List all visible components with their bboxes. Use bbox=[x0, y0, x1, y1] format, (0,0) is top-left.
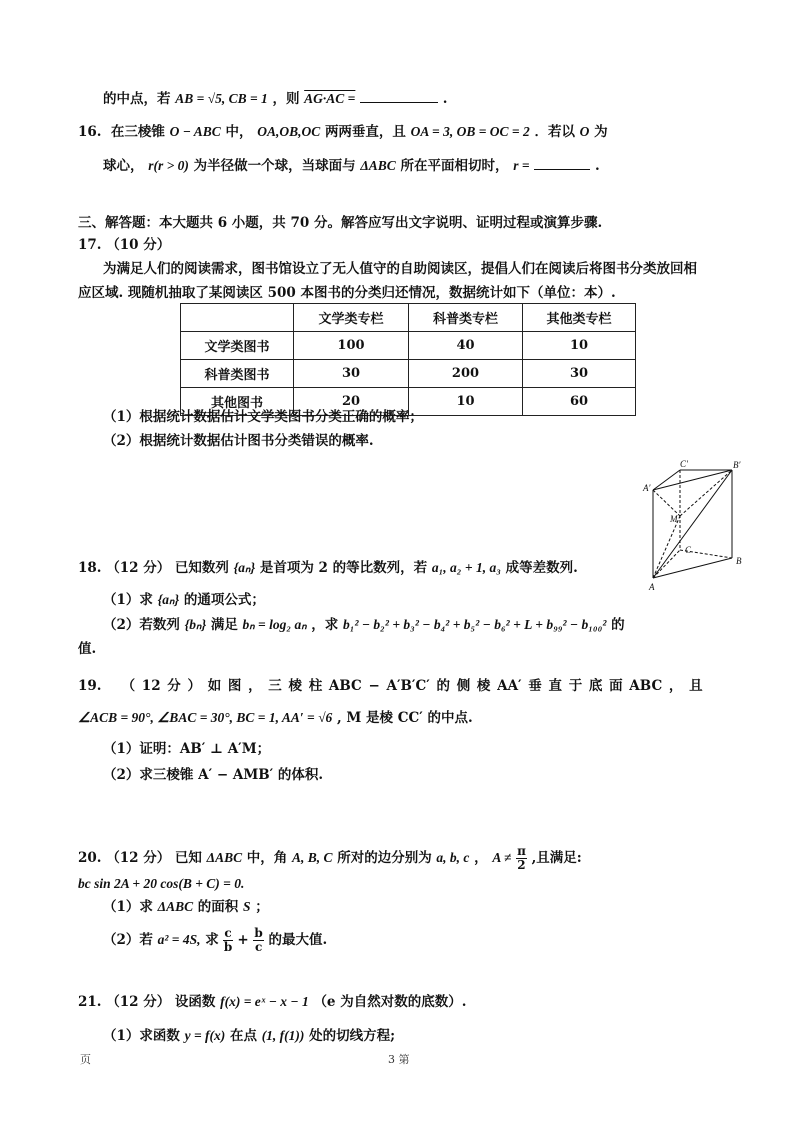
q16-ask: r = bbox=[513, 158, 530, 173]
fraction-denominator: c bbox=[254, 940, 263, 954]
q20-plus: + bbox=[237, 932, 249, 948]
q20-fraction-b-over-c bbox=[253, 927, 263, 954]
fraction-numerator: π bbox=[517, 844, 526, 858]
q16-tetrahedron: O − ABC bbox=[169, 124, 221, 139]
table-header-row bbox=[181, 304, 636, 332]
q21-line1 bbox=[78, 992, 466, 1012]
label-a-prime: A′ bbox=[643, 483, 651, 493]
table-cell: 10 bbox=[409, 388, 523, 416]
table-header-cell bbox=[181, 304, 294, 332]
q16-text: 为半径做一个球，当球面与 bbox=[193, 158, 356, 174]
table-header-cell: 其他类专栏 bbox=[523, 304, 636, 332]
page-number: 3 第 bbox=[388, 1053, 410, 1066]
q19-conditions: ∠ACB = 90°, ∠BAC = 30°, BC = 1, AA′ = √6 bbox=[78, 710, 333, 725]
q20-condition: A ≠ bbox=[492, 850, 512, 865]
table-cell: 30 bbox=[523, 360, 636, 388]
q16-lengths: OA = 3, OB = OC = 2 bbox=[410, 124, 530, 139]
q18-sequence: {aₙ} bbox=[233, 560, 256, 575]
q17-score: （10 分） bbox=[106, 237, 171, 253]
q17-para2: 应区域. 现随机抽取了某阅读区 500 本图书的分类归还情况，数据统计如下（单位：本）. bbox=[78, 285, 616, 301]
q19-text: （ 12 分 ） 如 图 ， 三 棱 柱 ABC − A′B′C′ 的 侧 棱 AA′ 垂 直 于 底 面 ABC ， 且 bbox=[121, 678, 703, 694]
q21-score: （12 分） bbox=[106, 994, 171, 1010]
q20-fraction-c-over-b bbox=[223, 927, 232, 954]
q15-lead: 的中点，若 bbox=[103, 91, 171, 107]
q20-score: （12 分） bbox=[106, 850, 171, 866]
q19-line2 bbox=[78, 708, 473, 728]
section-heading: 三、解答题：本大题共 6 小题，共 70 分。解答应写出文字说明、证明过程或演算步骤. bbox=[78, 215, 603, 231]
q18-line1 bbox=[78, 558, 578, 578]
q20-text: 的面积 bbox=[197, 899, 239, 915]
q15-tail-line bbox=[103, 88, 448, 109]
footer-left: 页 bbox=[80, 1053, 91, 1066]
q18-text: （1）求 bbox=[103, 592, 153, 608]
q20-part2 bbox=[103, 927, 327, 954]
table-cell: 其他图书 bbox=[181, 388, 294, 416]
q17-header bbox=[78, 235, 170, 255]
q20-triangle: ΔABC bbox=[206, 850, 243, 865]
q18-part1 bbox=[103, 590, 265, 610]
q20-text: 所对的边分别为 bbox=[337, 850, 432, 866]
table-row bbox=[181, 360, 636, 388]
q20-triangle: ΔABC bbox=[157, 899, 194, 914]
q20-text: 求 bbox=[205, 932, 219, 948]
q18-text: 的通项公式； bbox=[183, 592, 265, 608]
q15-ask: AG·AC = bbox=[304, 91, 356, 106]
table-cell: 200 bbox=[409, 360, 523, 388]
q21-part1 bbox=[103, 1026, 395, 1046]
q18-text: 的 bbox=[611, 617, 625, 633]
q16-answer-blank bbox=[534, 155, 590, 170]
q17-number: 17. bbox=[78, 237, 102, 253]
fraction-numerator: b bbox=[254, 926, 263, 940]
table-header-cell: 文学类专栏 bbox=[294, 304, 409, 332]
q19-line1 bbox=[78, 676, 703, 696]
table-cell: 60 bbox=[523, 388, 636, 416]
q16-text: 在三棱锥 bbox=[110, 124, 165, 140]
q16-text: 为 bbox=[594, 124, 608, 140]
q16-line2 bbox=[103, 155, 600, 176]
q20-equation bbox=[78, 874, 244, 894]
q16-text: 两两垂直，且 bbox=[324, 124, 406, 140]
q18-part2 bbox=[103, 615, 625, 635]
q21-text: 处的切线方程; bbox=[309, 1028, 396, 1044]
label-m: M bbox=[670, 514, 678, 524]
q15-condition: AB = √5, CB = 1 bbox=[175, 91, 268, 106]
table-cell: 科普类图书 bbox=[181, 360, 294, 388]
q18-sum: b₁² − b₂² + b₃² − b₄² + b₅² − b₆² + L + b₉₉² − b₁₀₀² bbox=[343, 617, 607, 632]
q20-line1 bbox=[78, 845, 582, 872]
q20-text: 中，角 bbox=[246, 850, 288, 866]
q20-text: （2）若 bbox=[103, 932, 153, 948]
q20-text: 已知 bbox=[174, 850, 202, 866]
q20-pi-fraction bbox=[516, 845, 527, 872]
q20-area-symbol: S bbox=[243, 899, 251, 914]
q19-number: 19. bbox=[78, 678, 102, 694]
q20-sides: a, b, c bbox=[436, 850, 470, 865]
table-row bbox=[181, 332, 636, 360]
q21-text: 设函数 bbox=[174, 994, 216, 1010]
q20-angles: A, B, C bbox=[292, 850, 333, 865]
q15-end: . bbox=[442, 91, 448, 107]
table-cell: 100 bbox=[294, 332, 409, 360]
q18-terms: a₁, a₂ + 1, a₃ bbox=[431, 560, 501, 575]
q18-sequence: {aₙ} bbox=[157, 592, 180, 607]
q20-text: 的最大值. bbox=[268, 932, 328, 948]
q15-answer-blank bbox=[360, 88, 438, 103]
q20-text: （1）求 bbox=[103, 899, 153, 915]
fraction-denominator: 2 bbox=[517, 858, 526, 872]
table-cell: 30 bbox=[294, 360, 409, 388]
table-cell: 文学类图书 bbox=[181, 332, 294, 360]
q17-para1: 为满足人们的阅读需求，图书馆设立了无人值守的自助阅读区，提倡人们在阅读后将图书分类放回相 bbox=[103, 261, 697, 277]
q20-text: ， bbox=[474, 850, 488, 866]
q18-part2-tail: 值. bbox=[78, 641, 97, 657]
q18-text: ，求 bbox=[311, 617, 339, 633]
q16-number: 16. bbox=[78, 124, 102, 140]
q15-mid: ，则 bbox=[272, 91, 300, 107]
q19-part2: （2）求三棱锥 A′ − AMB′ 的体积. bbox=[103, 767, 324, 783]
q16-text: 所在平面相切时， bbox=[400, 158, 509, 174]
q16-text: 中， bbox=[225, 124, 253, 140]
q20-text: ； bbox=[255, 899, 269, 915]
q21-text: （e 为自然对数的底数）. bbox=[313, 994, 467, 1010]
q18-text: 成等差数列. bbox=[505, 560, 578, 576]
q19-part1: （1）证明：AB′ ⊥ A′M； bbox=[103, 741, 271, 757]
q20-part1 bbox=[103, 897, 269, 917]
label-b: B bbox=[736, 556, 742, 566]
q18-definition: bₙ = log₂ aₙ bbox=[242, 617, 307, 632]
q16-line1 bbox=[78, 122, 608, 142]
q16-end: . bbox=[594, 158, 600, 174]
table-cell: 40 bbox=[409, 332, 523, 360]
fraction-denominator: b bbox=[223, 940, 233, 954]
prism-figure bbox=[640, 458, 750, 593]
q21-text: 在点 bbox=[229, 1028, 257, 1044]
q17-part2: （2）根据统计数据估计图书分类错误的概率. bbox=[103, 433, 374, 449]
q18-text: （2）若数列 bbox=[103, 617, 180, 633]
q16-text: 球心， bbox=[103, 158, 144, 174]
q18-text: 满足 bbox=[210, 617, 238, 633]
q18-score: （12 分） bbox=[106, 560, 171, 576]
q20-eq: bc sin 2A + 20 cos(B + C) = 0. bbox=[78, 876, 245, 891]
q16-radius: r(r > 0) bbox=[148, 158, 189, 173]
label-c-prime: C′ bbox=[680, 459, 688, 469]
q21-number: 21. bbox=[78, 994, 102, 1010]
q18-text: 已知数列 bbox=[174, 560, 229, 576]
q18-text: 是首项为 2 的等比数列，若 bbox=[259, 560, 428, 576]
q18-sequence: {bₙ} bbox=[184, 617, 207, 632]
q17-data-table bbox=[180, 303, 636, 416]
q16-edges: OA,OB,OC bbox=[257, 124, 321, 139]
q17-part1: （1）根据统计数据估计文学类图书分类正确的概率； bbox=[103, 409, 423, 425]
q20-text: ,且满足: bbox=[531, 850, 582, 866]
table-cell: 20 bbox=[294, 388, 409, 416]
q20-cond: a² = 4S, bbox=[157, 932, 201, 947]
fraction-numerator: c bbox=[224, 926, 232, 940]
label-c: C bbox=[685, 545, 692, 555]
q20-number: 20. bbox=[78, 850, 102, 866]
q16-triangle: ΔABC bbox=[360, 158, 396, 173]
q21-text: （1）求函数 bbox=[103, 1028, 180, 1044]
q21-point: (1, f(1)) bbox=[261, 1028, 305, 1043]
table-header-cell: 科普类专栏 bbox=[409, 304, 523, 332]
label-a: A bbox=[649, 582, 655, 592]
q21-func: y = f(x) bbox=[184, 1028, 226, 1043]
q19-text: , M 是棱 CC′ 的中点. bbox=[336, 710, 473, 726]
table-cell: 10 bbox=[523, 332, 636, 360]
q21-function: f(x) = eˣ − x − 1 bbox=[220, 994, 309, 1009]
q18-number: 18. bbox=[78, 560, 102, 576]
q16-text: ．若以 bbox=[534, 124, 575, 140]
label-b-prime: B′ bbox=[733, 460, 741, 470]
q16-center: O bbox=[579, 124, 590, 139]
